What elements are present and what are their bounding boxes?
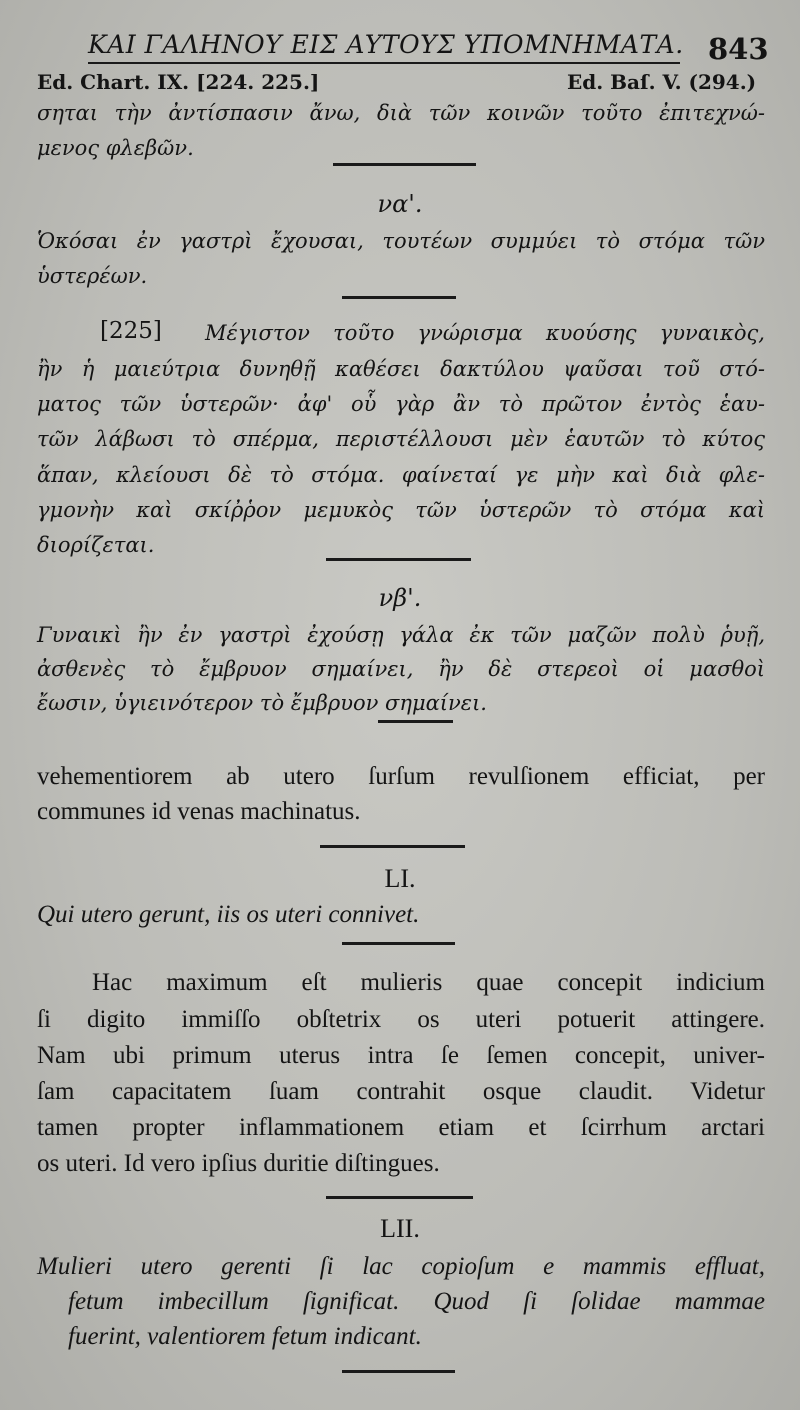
header-rule [88, 62, 680, 64]
latin-commentary-line: Hac maximum eſt mulieris quae concepit indicium [92, 969, 765, 996]
greek-cont-line: σηται τὴν ἀντίσπασιν ἄνω, διὰ τῶν κοινῶν τοῦτο ἐπιτεχνώ- [37, 101, 765, 125]
section-rule [378, 720, 453, 723]
latin-commentary-line: Nam ubi primum uterus intra ſe ſemen concepit, univer- [37, 1042, 765, 1069]
latin-commentary-line: ſi digito immiſſo obſtetrix os uteri potuerit attingere. [37, 1006, 765, 1033]
latin-aphorism-line: fuerint, valentiorem fetum indicant. [68, 1323, 422, 1350]
greek-aphorism-line: Γυναικὶ ἢν ἐν γαστρὶ ἐχούσῃ γάλα ἐκ τῶν μαζῶν πολὺ ῥυῇ, [37, 623, 765, 647]
greek-aphorism-line: Ὁκόσαι ἐν γαστρὶ ἔχουσαι, τουτέων συμμύει τὸ στόμα τῶν [37, 229, 765, 253]
section-rule [342, 296, 456, 299]
section-rule [333, 163, 476, 166]
latin-cont-line: vehementiorem ab utero ſurſum revulſionem efficiat, per [37, 763, 765, 790]
greek-aphorism-line: ἀσθενὲς τὸ ἔμβρυον σημαίνει, ἢν δὲ στερεοὶ οἱ μασθοὶ [37, 657, 765, 681]
section-rule [320, 845, 465, 848]
greek-commentary-line: ματος τῶν ὑστερῶν· ἀφ' οὗ γὰρ ἂν τὸ πρῶτον ἐντὸς ἑαυ- [37, 392, 765, 416]
latin-commentary-line: os uteri. Id vero ipſius duritie diſtingues. [37, 1150, 440, 1177]
section-rule [342, 942, 455, 945]
section-rule [342, 1370, 455, 1373]
greek-cont-line: μενος φλεβῶν. [37, 136, 194, 160]
greek-aphorism-line: ἔωσιν, ὑγιεινότερον τὸ ἔμβρυον σημαίνει. [37, 691, 487, 715]
section-rule [326, 1196, 473, 1199]
latin-commentary-line: ſam capacitatem ſuam contrahit osque claudit. Videtur [37, 1078, 765, 1105]
edition-right: Ed. Baſ. V. (294.) [567, 70, 757, 94]
latin-cont-line: communes id venas machinatus. [37, 798, 361, 825]
latin-commentary-line: tamen propter inflammationem etiam et ſcirrhum arctari [37, 1114, 765, 1141]
greek-commentary-line: τῶν λάβωσι τὸ σπέρμα, περιστέλλουσι μὲν ἑαυτῶν τὸ κύτος [37, 427, 765, 451]
latin-aphorism-line: Mulieri utero gerenti ſi lac copioſum e mammis effluat, [37, 1253, 765, 1280]
latin-section-number: LI. [384, 864, 416, 893]
greek-commentary-line: γμονὴν καὶ σκίῤῥον μεμυκὸς τῶν ὑστερῶν τὸ στόμα καὶ [37, 498, 765, 522]
greek-section-number: νβ'. [378, 584, 422, 612]
greek-commentary-line: ἢν ἡ μαιεύτρια δυνηθῇ καθέσει δακτύλου ψαῦσαι τοῦ στό- [37, 357, 765, 381]
latin-aphorism-line: fetum imbecillum ſignificat. Quod ſi ſolidae mammae [68, 1288, 765, 1315]
greek-aphorism-line: ὑστερέων. [37, 264, 148, 288]
section-rule [326, 558, 471, 561]
page-number: 843 [708, 32, 769, 66]
running-title: ΚΑΙ ΓΑΛΗΝΟΥ ΕΙΣ ΑΥΤΟΥΣ ΥΠΟΜΝΗΜΑΤΑ. [88, 30, 684, 59]
edition-left: Ed. Chart. IX. [224. 225.] [37, 70, 320, 94]
latin-section-number: LII. [380, 1214, 420, 1243]
greek-section-number: να'. [377, 190, 423, 218]
latin-aphorism-line: Qui utero gerunt, iis os uteri connivet. [37, 901, 420, 928]
greek-commentary-line: διορίζεται. [37, 533, 155, 557]
greek-commentary-line: ἅπαν, κλείουσι δὲ τὸ στόμα. φαίνεταί γε μὴν καὶ διὰ φλε- [37, 463, 765, 487]
page-marker: [225] [100, 318, 162, 344]
greek-commentary-line: Μέγιστον τοῦτο γνώρισμα κυούσης γυναικὸς, [205, 321, 765, 345]
